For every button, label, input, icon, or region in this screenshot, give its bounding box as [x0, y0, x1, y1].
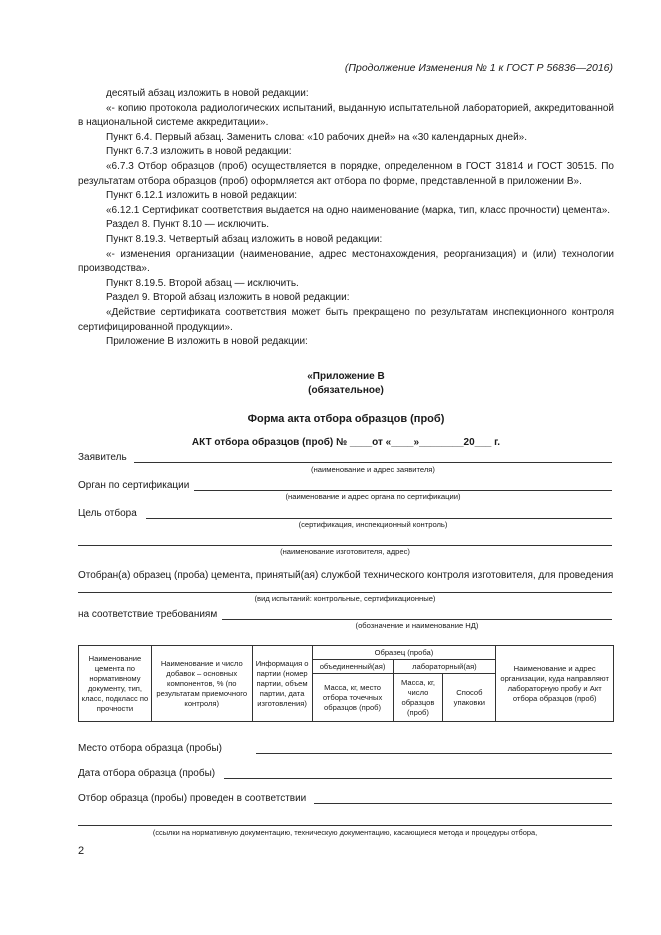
appendix-status: (обязательное) [308, 385, 384, 397]
paragraph: «- копию протокола радиологических испытаний, выданную испытательной лабораторией, аккредитованной в национальной системе аккредитации». [78, 102, 614, 129]
test-type-caption: (вид испытаний: контрольные, сертификационные) [254, 594, 436, 603]
purpose-caption: (сертификация, инспекционный контроль) [298, 520, 448, 529]
conducted-label: Отбор образца (пробы) проведен в соответствии [78, 793, 307, 804]
compliance-line[interactable] [222, 619, 612, 620]
paragraph: «6.12.1 Сертификат соответствия выдается на одно наименование (марка, тип, класс прочности) цемента». [106, 204, 611, 216]
paragraph: Раздел 8. Пункт 8.10 — исключить. [106, 219, 270, 231]
references-line[interactable] [78, 825, 612, 826]
amendment-text [78, 87, 614, 451]
additives-header: Наименование и число добавок – основных компонентов, % (по результатам приемочного контроля) [151, 646, 252, 722]
paragraph: Раздел 9. Второй абзац изложить в новой редакции: [106, 292, 350, 304]
lab-sample-header: лабораторный(ая) [393, 660, 496, 674]
page-header: (Продолжение Изменения № 1 к ГОСТ Р 56836—2016) [344, 62, 613, 74]
paragraph: Пункт 6.4. Первый абзац. Заменить слова: «10 рабочих дней» на «30 календарных дней». [106, 131, 527, 143]
cert-body-line[interactable] [194, 490, 612, 491]
sample-table [78, 645, 614, 722]
place-label: Место отбора образца (пробы) [78, 743, 222, 754]
references-caption: (ссылки на нормативную документацию, техническую документацию, касающиеся метода и процедуры отбора, [152, 828, 538, 837]
mass-count-header: Масса, кг, число образцов (проб) [393, 674, 443, 722]
paragraph: Пункт 6.7.3 изложить в новой редакции: [106, 146, 292, 158]
manufacturer-line[interactable] [78, 545, 612, 546]
applicant-line[interactable] [134, 462, 612, 463]
paragraph: Пункт 8.19.3. Четвертый абзац изложить в новой редакции: [106, 233, 383, 245]
conducted-line[interactable] [314, 803, 612, 804]
appendix-title: «Приложение В [307, 370, 385, 382]
cement-name-header: Наименование цемента по нормативному документу, тип, класс, подкласс по прочности [79, 646, 152, 722]
compliance-label: на соответствие требованиям [78, 609, 218, 620]
purpose-line[interactable] [146, 518, 612, 519]
packing-header: Способ упаковки [443, 674, 496, 722]
organization-header: Наименование и адрес организации, куда направляют лабораторную пробу и Акт отбора образцов (проб) [496, 646, 614, 722]
cert-body-caption: (наименование и адрес органа по сертификации) [285, 492, 461, 501]
date-label: Дата отбора образца (пробы) [78, 768, 216, 779]
place-line[interactable] [256, 753, 612, 754]
purpose-label: Цель отбора [78, 508, 137, 519]
paragraph: десятый абзац изложить в новой редакции: [106, 88, 309, 99]
mass-points-header: Масса, кг, место отбора точечных образцов (проб) [312, 674, 393, 722]
manufacturer-caption: (наименование изготовителя, адрес) [280, 547, 410, 556]
paragraph: Приложение В изложить в новой редакции: [106, 336, 308, 348]
batch-info-header: Информация о партии (номер партии, объем партии, дата изготовления) [252, 646, 312, 722]
paragraph: Пункт 8.19.5. Второй абзац — исключить. [106, 277, 299, 289]
date-line[interactable] [224, 778, 612, 779]
paragraph: «6.7.3 Отбор образцов (проб) осуществляется в порядке, определенном в ГОСТ 31814 и ГОСТ 30515. По результатам отбора образцов (проб) оформляется акт отбора по форме, представленной в приложении В». [78, 160, 614, 187]
act-title: АКТ отбора образцов (проб) № ____от «____»________20___ г. [191, 437, 501, 449]
paragraph: Пункт 6.12.1 изложить в новой редакции: [106, 190, 298, 202]
paragraph: «Действие сертификата соответствия может быть прекращено по результатам инспекционного контроля сертифицированной продукции». [78, 306, 614, 333]
applicant-label: Заявитель [78, 452, 127, 463]
test-type-line[interactable] [78, 592, 612, 593]
form-title: Форма акта отбора образцов (проб) [247, 412, 445, 425]
page-number: 2 [78, 845, 85, 857]
cert-body-label: Орган по сертификации [78, 480, 190, 491]
combined-sample-header: объединенный(ая) [312, 660, 393, 674]
sampled-label: Отобран(а) образец (проба) цемента, принятый(ая) службой технического контроля изготовителя, для проведения [78, 570, 614, 581]
paragraph: «- изменения организации (наименование, адрес местонахождения, реорганизация) и (или) технологии производства». [78, 248, 614, 275]
applicant-caption: (наименование и адрес заявителя) [311, 465, 435, 474]
sample-header: Образец (проба) [312, 646, 496, 660]
compliance-caption: (обозначение и наименование НД) [355, 621, 479, 630]
